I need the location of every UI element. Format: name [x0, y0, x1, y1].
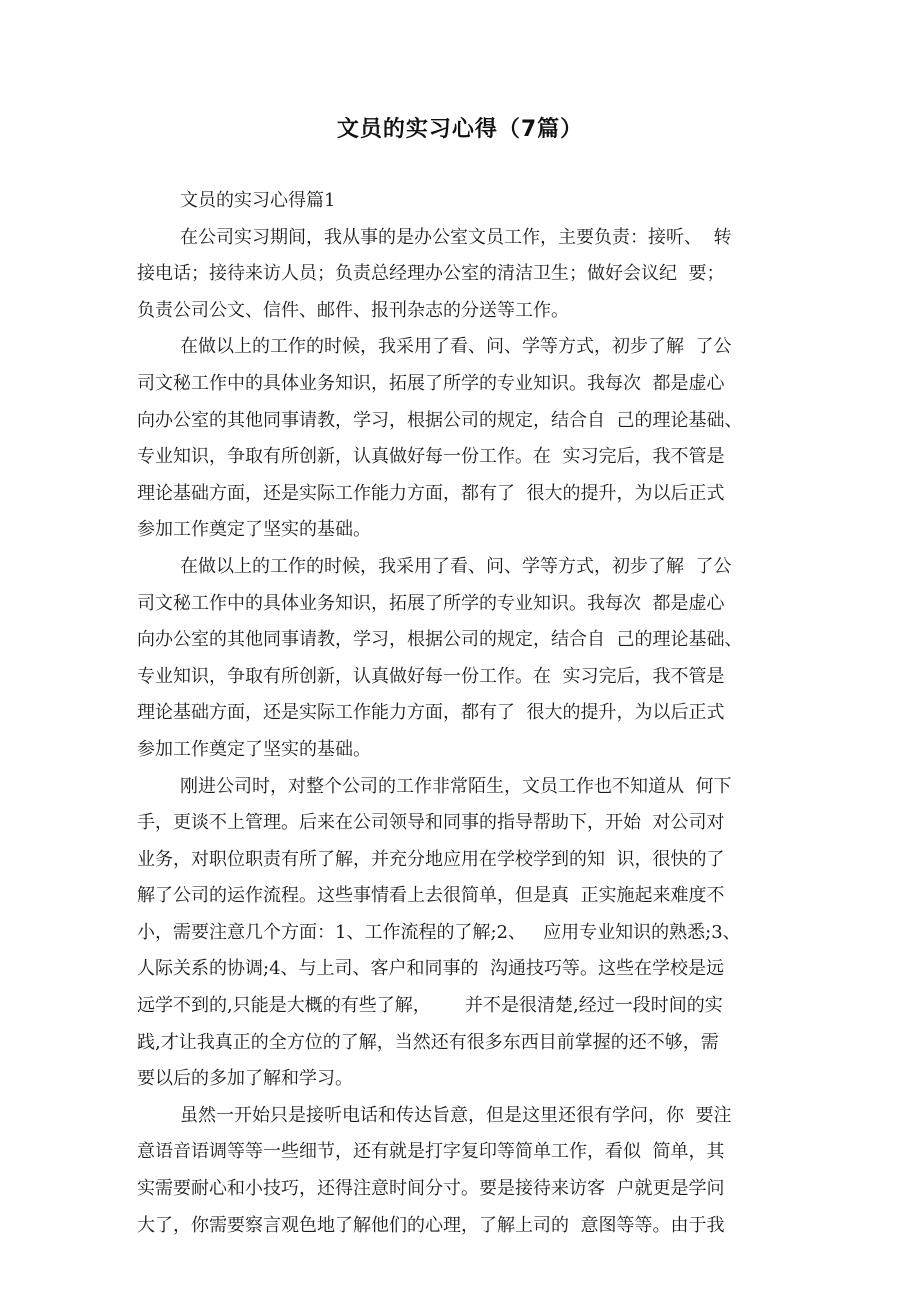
paragraph-line: 在做以上的工作的时候，我采用了看、问、学等方式，初步了解 了公: [180, 336, 732, 358]
paragraph-line: 小，需要注意几个方面：1、工作流程的了解;2、 应用专业知识的熟悉;3、: [137, 921, 741, 943]
paragraph-line: 司文秘工作中的具体业务知识，拓展了所学的专业知识。我每次 都是虚心: [137, 372, 725, 394]
paragraph-line: 手，更谈不上管理。后来在公司领导和同事的指导帮助下，开始 对公司对: [137, 812, 725, 834]
paragraph-line: 参加工作奠定了坚实的基础。: [137, 738, 371, 760]
paragraph-line: 业务，对职位职责有所了解，并充分地应用在学校学到的知 识，很快的了: [137, 848, 725, 870]
paragraph-line: 大了，你需要察言观色地了解他们的心理，了解上司的 意图等等。由于我: [137, 1214, 725, 1236]
paragraph-line: 要以后的多加了解和学习。: [137, 1068, 353, 1090]
section-heading: 文员的实习心得篇1: [180, 190, 336, 211]
paragraph-3: [137, 549, 793, 769]
paragraph-line: 在做以上的工作的时候，我采用了看、问、学等方式，初步了解 了公: [180, 555, 732, 577]
paragraph-line: 接电话；接待来访人员；负责总经理办公室的清洁卫生；做好会议纪 要；: [137, 263, 725, 285]
paragraph-line: 解了公司的运作流程。这些事情看上去很简单，但是真 正实施起来难度不: [137, 885, 725, 907]
paragraph-line: 实需要耐心和小技巧，还得注意时间分寸。要是接待来访客 户就更是学问: [137, 1178, 725, 1200]
document-title: 文员的实习心得（7篇）: [336, 117, 584, 142]
paragraph-line: 专业知识，争取有所创新，认真做好每一份工作。在 实习完后，我不管是: [137, 446, 725, 468]
paragraph-line: 专业知识，争取有所创新，认真做好每一份工作。在 实习完后，我不管是: [137, 665, 725, 687]
paragraph-2: [137, 329, 793, 549]
paragraph-line: 理论基础方面，还是实际工作能力方面，都有了 很大的提升，为以后正式: [137, 482, 725, 504]
paragraph-4: [137, 769, 793, 1098]
paragraph-line: 负责公司公文、信件、邮件、报刊杂志的分送等工作。: [137, 299, 569, 321]
paragraph-line: 践,才让我真正的全方位的了解，当然还有很多东西目前掌握的还不够，需: [137, 1031, 719, 1053]
paragraph-line: 人际关系的协调;4、与上司、客户和同事的 沟通技巧等。这些在学校是远: [137, 958, 724, 980]
paragraph-line: 参加工作奠定了坚实的基础。: [137, 519, 371, 541]
paragraph-line: 刚进公司时，对整个公司的工作非常陌生，文员工作也不知道从 何下: [180, 775, 732, 797]
paragraph-line: 在公司实习期间，我从事的是办公室文员工作，主要负责：接听、 转: [180, 226, 732, 248]
paragraph-5: [137, 1098, 793, 1244]
paragraph-line: 司文秘工作中的具体业务知识，拓展了所学的专业知识。我每次 都是虚心: [137, 592, 725, 614]
paragraph-line: 远学不到的,只能是大概的有些了解， 并不是很清楚,经过一段时间的实: [137, 995, 723, 1017]
paragraph-line: 意语音语调等等一些细节，还有就是打字复印等简单工作，看似 简单，其: [137, 1141, 725, 1163]
paragraph-line: 向办公室的其他同事请教，学习，根据公司的规定，结合自 己的理论基础、: [137, 629, 743, 651]
paragraph-line: 虽然一开始只是接听电话和传达旨意，但是这里还很有学问，你 要注: [180, 1104, 732, 1126]
paragraph-line: 理论基础方面，还是实际工作能力方面，都有了 很大的提升，为以后正式: [137, 702, 725, 724]
paragraph-1: [137, 220, 793, 330]
document-body: [137, 183, 793, 1244]
paragraph-line: 向办公室的其他同事请教，学习，根据公司的规定，结合自 己的理论基础、: [137, 409, 743, 431]
